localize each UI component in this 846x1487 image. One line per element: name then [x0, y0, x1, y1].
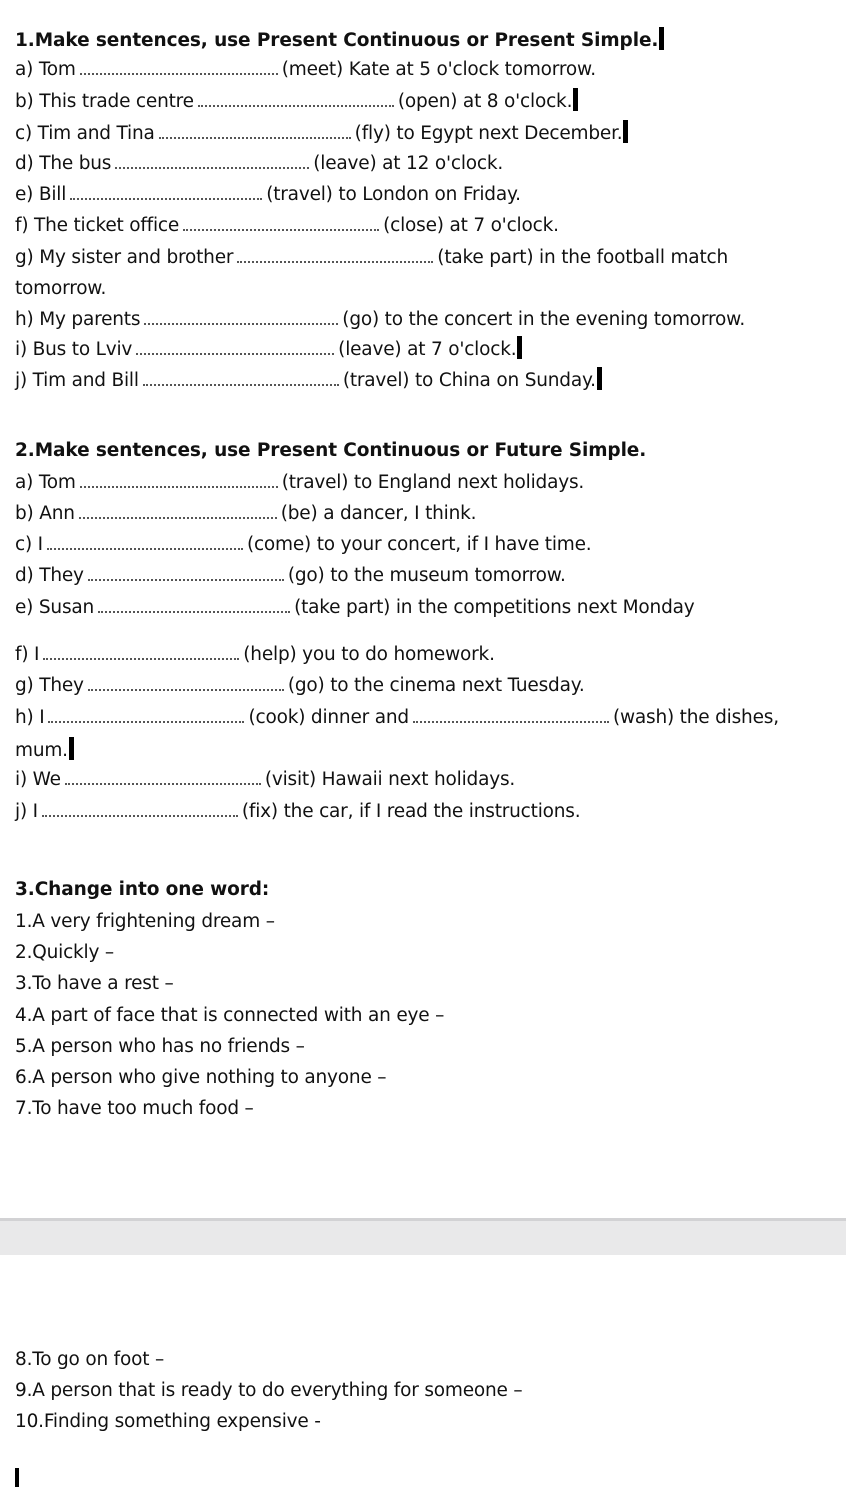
exercise-3-item-2: 2.Quickly – — [15, 942, 114, 963]
exercise-2-item-c: c) I (come) to your concert, if I have time. — [15, 534, 592, 555]
exercise-1-item-g: g) My sister and brother (take part) in the football match — [15, 247, 728, 268]
exercise-2-item-a: a) Tom (travel) to England next holidays. — [15, 472, 585, 493]
answer-blank[interactable] — [80, 482, 278, 488]
answer-blank[interactable] — [143, 380, 339, 386]
answer-blank[interactable] — [237, 257, 433, 263]
text-cursor — [15, 1468, 19, 1487]
exercise-3-item-7: 7.To have too much food – — [15, 1098, 254, 1119]
exercise-3-item-9: 9.A person that is ready to do everything for someone – — [15, 1380, 523, 1401]
exercise-2-item-h: h) I (cook) dinner and (wash) the dishes, — [15, 707, 779, 728]
text-cursor — [69, 737, 74, 760]
answer-blank[interactable] — [98, 607, 290, 613]
answer-blank[interactable] — [159, 133, 351, 139]
text-cursor — [597, 367, 602, 390]
text-cursor — [623, 120, 628, 143]
answer-blank[interactable] — [48, 717, 244, 723]
exercise-3-item-6: 6.A person who give nothing to anyone – — [15, 1067, 387, 1088]
exercise-1-item-e: e) Bill (travel) to London on Friday. — [15, 184, 521, 205]
exercise-3-item-4: 4.A part of face that is connected with an eye – — [15, 1005, 445, 1026]
exercise-2-item-d: d) They (go) to the museum tomorrow. — [15, 565, 566, 586]
exercise-2-item-b: b) Ann (be) a dancer, I think. — [15, 503, 477, 524]
exercise-1-item-a: a) Tom (meet) Kate at 5 o'clock tomorrow. — [15, 59, 596, 80]
answer-blank[interactable] — [79, 513, 277, 519]
exercise-3-item-10: 10.Finding something expensive - — [15, 1411, 321, 1432]
page-break-divider — [0, 1218, 846, 1255]
exercise-2-item-h-continued: mum. — [15, 737, 74, 763]
exercise-3-item-5: 5.A person who has no friends – — [15, 1036, 305, 1057]
answer-blank[interactable] — [198, 101, 394, 107]
answer-blank[interactable] — [80, 69, 278, 75]
exercise-1-item-d: d) The bus (leave) at 12 o'clock. — [15, 153, 504, 174]
exercise-2-item-j: j) I (fix) the car, if I read the instructions. — [15, 801, 581, 822]
exercise-1-item-j: j) Tim and Bill (travel) to China on Sunday. — [15, 367, 602, 393]
exercise-1-item-i: i) Bus to Lviv (leave) at 7 o'clock. — [15, 336, 522, 362]
exercise-3-item-3: 3.To have a rest – — [15, 973, 174, 994]
exercise-2-item-i: i) We (visit) Hawaii next holidays. — [15, 769, 516, 790]
text-cursor — [659, 27, 664, 50]
exercise-1-item-b: b) This trade centre (open) at 8 o'clock. — [15, 88, 578, 114]
answer-blank[interactable] — [88, 685, 284, 691]
text-cursor — [573, 88, 578, 111]
answer-blank[interactable] — [183, 225, 379, 231]
exercise-1-item-c: c) Tim and Tina (fly) to Egypt next December. — [15, 120, 628, 146]
exercise-2-item-f: f) I (help) you to do homework. — [15, 644, 495, 665]
answer-blank[interactable] — [42, 811, 238, 817]
answer-blank[interactable] — [88, 575, 284, 581]
exercise-1-item-f: f) The ticket office (close) at 7 o'clock. — [15, 215, 559, 236]
answer-blank[interactable] — [413, 717, 609, 723]
answer-blank[interactable] — [65, 779, 261, 785]
exercise-2-item-e: e) Susan (take part) in the competitions next Monday — [15, 597, 695, 618]
answer-blank[interactable] — [43, 654, 239, 660]
answer-blank[interactable] — [70, 194, 262, 200]
exercise-1-item-h: h) My parents (go) to the concert in the evening tomorrow. — [15, 309, 746, 330]
exercise-3-item-8: 8.To go on foot – — [15, 1349, 165, 1370]
answer-blank[interactable] — [136, 349, 334, 355]
exercise-1-title: 1.Make sentences, use Present Continuous or Present Simple. — [15, 27, 664, 53]
exercise-3-item-1: 1.A very frightening dream – — [15, 911, 275, 932]
exercise-2-item-g: g) They (go) to the cinema next Tuesday. — [15, 675, 585, 696]
exercise-1-item-g-continued: tomorrow. — [15, 278, 107, 299]
answer-blank[interactable] — [115, 163, 309, 169]
exercise-2-title: 2.Make sentences, use Present Continuous or Future Simple. — [15, 440, 647, 461]
answer-blank[interactable] — [47, 544, 243, 550]
exercise-3-title: 3.Change into one word: — [15, 879, 270, 900]
answer-blank[interactable] — [144, 319, 338, 325]
text-cursor — [517, 336, 522, 359]
